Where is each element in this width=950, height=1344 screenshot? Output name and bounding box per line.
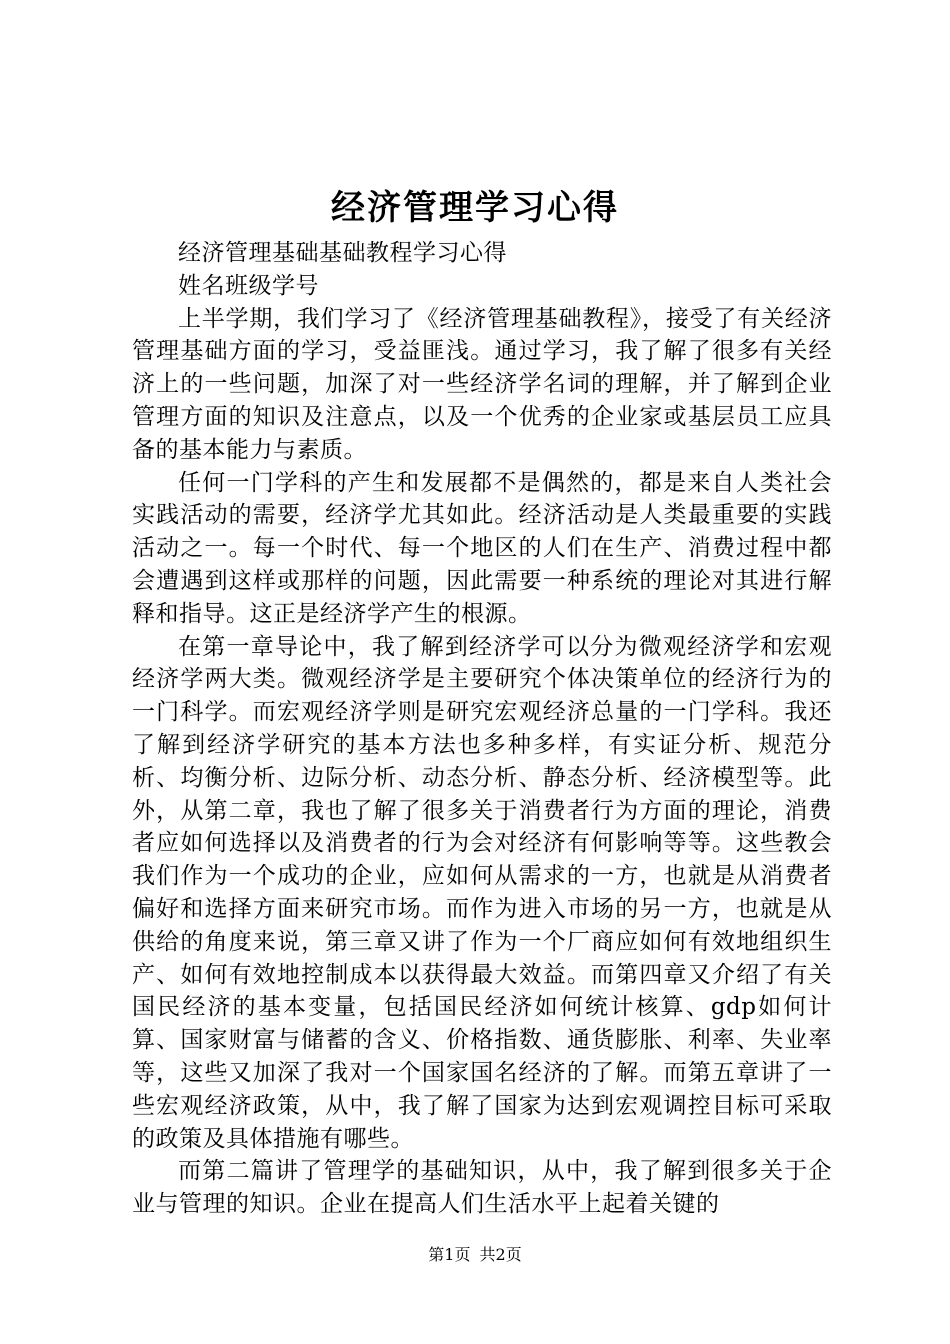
subtitle-line: 经济管理基础基础教程学习心得 — [178, 240, 507, 266]
paragraph: 而第二篇讲了管理学的基础知识，从中，我了解到很多关于企业与管理的知识。企业在提高人们生活水平上起着关键的 — [132, 1158, 832, 1218]
name-line: 姓名班级学号 — [178, 272, 319, 299]
paragraph: 任何一门学科的产生和发展都不是偶然的，都是来自人类社会实践活动的需要，经济学尤其如此。经济活动是人类最重要的实践活动之一。每一个时代、每一个地区的人们在生产、消费过程中都会遭遇到这样或那样的问题，因此需要一种系统的理论对其进行解释和指导。这正是经济学产生的根源。 — [132, 469, 832, 627]
document-title: 经济管理学习心得 — [331, 188, 619, 228]
page-footer — [0, 1242, 950, 1265]
page-total: 共2页 — [479, 1245, 522, 1264]
document-body — [132, 237, 832, 1221]
paragraph: 上半学期，我们学习了《经济管理基础教程》，接受了有关经济管理基础方面的学习，受益匪浅。通过学习，我了解了很多有关经济上的一些问题，加深了对一些经济学名词的理解，并了解到企业管理方面的知识及注意点，以及一个优秀的企业家或基层员工应具备的基本能力与素质。 — [132, 305, 832, 463]
paragraph: 在第一章导论中，我了解到经济学可以分为微观经济学和宏观经济学两大类。微观经济学是主要研究个体决策单位的经济行为的一门科学。而宏观经济学则是研究宏观经济总量的一门学科。我还了解到经济学研究的基本方法也多种多样，有实证分析、规范分析、均衡分析、边际分析、动态分析、静态分析、经济模型等。此外，从第二章，我也了解了很多关于消费者行为方面的理论，消费者应如何选择以及消费者的行为会对经济有何影响等等。这些教会我们作为一个成功的企业，应如何从需求的一方，也就是从消费者偏好和选择方面来研究市场。而作为进入市场的另一方，也就是从供给的角度来说，第三章又讲了作为一个厂商应如何有效地组织生产、如何有效地控制成本以获得最大效益。而第四章又介绍了有关国民经济的基本变量，包括国民经济如何统计核算、gdp如何计算、国家财富与储蓄的含义、价格指数、通货膨胀、利率、失业率等，这些又加深了我对一个国家国名经济的了解。而第五章讲了一些宏观经济政策，从中，我了解了国家为达到宏观调控目标可采取的政策及具体措施有哪些。 — [132, 633, 832, 1152]
page-number: 第1页 — [428, 1245, 471, 1264]
